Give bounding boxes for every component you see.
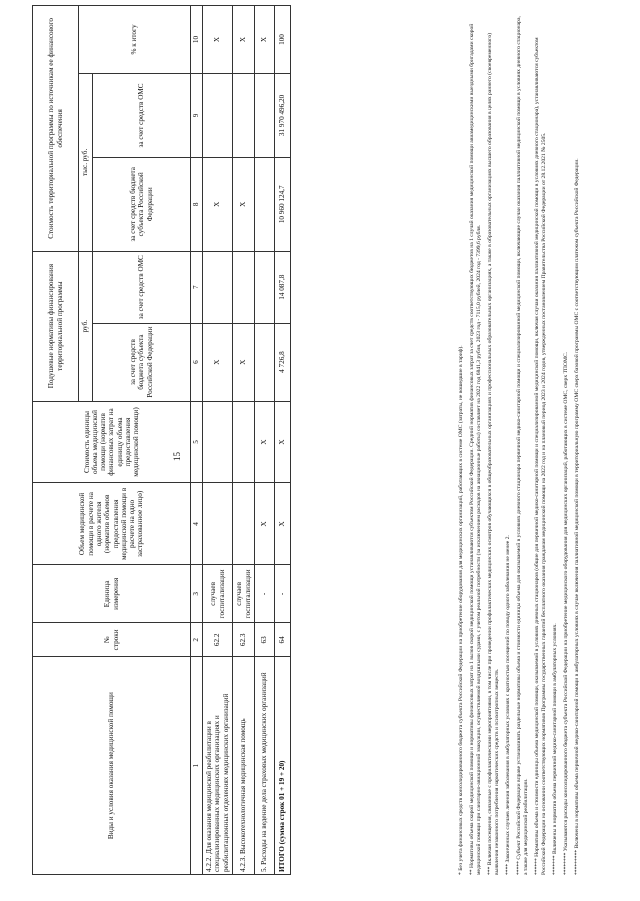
col-number: 1 [191,657,203,875]
footnote: *** Включая посещения, связанные с профилактическими мероприятиями, в том числе при проведении профилактических медицинских осмотров обучающихся в общеобразовательных организациях и профессиональных образовательных организациях, а также в образовательных организациях высшего образования в целях раннего (своевременного) выявления незаконного потребления наркотических средств и психотропных веществ. [486,33,500,875]
footnote: ** Нормативы объема скорой медицинской помощи и нормативы финансовых затрат на 1 вызов скорой медицинской помощи устанавливаются субъектом Российской Федерации. Средний норматив финансовых затрат за счет средств соответствующих бюджетов на 1 случай оказания медицинской помощи авиамедицинскими выездными бригадами скорой медицинской помощи при санитарно-авиационной эвакуации, осуществляемой воздушными судами, с учетом реальной потребности (за исключением расходов на авиационные работы) составляет на 2022 год 6841,3 рубля, 2023 год - 7115,0 рублей, 2024 год - 7399,6 рубля. [468,23,482,875]
cell-norm-budget: X [233,323,255,401]
col-number: 10 [191,6,203,74]
footnote: ***** Субъект Российской Федерации вправе устанавливать раздельные нормативы объема и стоимости единицы объема для оказываемой в условиях дневного стационара первичной медико-санитарной помощи и специализированной медицинской помощи, включающие случаи оказания паллиативной медицинской помощи в условиях дневного стационара, а также для медицинской реабилитации. [515,16,529,875]
header-cost-oms: за счет средств ОМС [93,73,191,157]
cell-line: 64 [275,623,291,657]
cell-kind: ИТОГО (сумма строк 01 + 19 + 20) [275,657,291,875]
header-norm-oms: за счет средств ОМС [93,251,191,323]
cell-norm-budget [255,323,275,401]
cell-norm-oms [203,251,233,323]
col-number: 9 [191,73,203,157]
cell-norm-oms [233,251,255,323]
cell-norm-oms [255,251,275,323]
header-percent: % к итогу [79,6,191,74]
header-kind: Виды и условия оказания медицинской помощи [33,657,191,875]
cost-table [32,5,291,875]
footnote: ********* Включены в нормативы объема первичной медико-санитарной помощи в амбулаторных условиях в случае включения паллиативной медицинской помощи в территориальную программу ОМС сверх базовой программы ОМС с соответствующим платежом субъекта Российской Федерации. [573,158,580,875]
footnote: * Без учета финансовых средств консолидированного бюджета субъекта Российской Федерации на приобретение оборудования для медицинских организаций, работающих в системе ОМС (затраты, не вошедшие в тариф). [458,345,464,875]
table-row-total [275,6,291,875]
footnote: ******* Включены в норматив объема первичной медико-санитарной помощи в амбулаторных условиях. [551,623,558,875]
cell-cost-oms: 31 970 496,20 [275,73,291,157]
col-number: 3 [191,565,203,623]
cell-volume: X [255,483,275,565]
cell-cost-budget: X [203,157,233,251]
header-unit-thous: тыс. руб. [79,73,93,251]
cell-line: 62.2 [203,623,233,657]
col-number: 2 [191,623,203,657]
header-unit: Единица измерения [33,565,191,623]
cell-volume [233,483,255,565]
header-norm-budget: за счет средств бюджета субъекта Российской Федерации [93,323,191,401]
col-number: 7 [191,251,203,323]
cell-cost-oms [255,73,275,157]
cell-line: 62.3 [233,623,255,657]
cell-cost-oms [203,73,233,157]
cell-unit: - [255,565,275,623]
header-unit-cost: Стоимость единицы объема медицинской помощи (норматив финансовых затрат на единицу объема предоставления медицинской помощи) [33,401,191,483]
cell-norm-budget: X [203,323,233,401]
cell-unit-cost [233,401,255,483]
col-number: 5 [191,401,203,483]
cell-percent: 100 [275,6,291,74]
col-number: 8 [191,157,203,251]
cell-percent: X [203,6,233,74]
footnote: **** Законченных случаев лечения заболевания в амбулаторных условиях с кратностью посещений по поводу одного заболевания не менее 2. [504,535,511,875]
cell-unit-cost: X [255,401,275,483]
header-volume: Объем медицинской помощи в расчете на одного жителя (норматив объемов предоставления медицинской помощи в расчете на одно застрахованное лицо) [33,483,191,565]
table-row [255,6,275,875]
cell-volume: X [275,483,291,565]
footnotes [458,15,585,875]
cell-norm-budget: 4 726,8 [275,323,291,401]
header-cost-group: Стоимость территориальной программы по источникам ее финансового обеспечения [33,6,79,252]
cell-cost-budget [255,157,275,251]
cell-line: 63 [255,623,275,657]
col-number: 4 [191,483,203,565]
header-norms-group: Подушевые нормативы финансирования территориальной программы [33,251,79,401]
cell-norm-oms: 14 087,8 [275,251,291,323]
footnote: ******** Указываются расходы консолидированного бюджета субъекта Российской Федерации на приобретение медицинского оборудования для медицинских организаций, работающих в системе ОМС, сверх ТПОМС. [562,351,569,875]
cell-volume [203,483,233,565]
header-unit-rub: руб. [79,251,93,401]
cell-kind: 5. Расходы на ведение дела страховых медицинских организаций [255,657,275,875]
table-row [233,6,255,875]
numbering-row [191,6,203,875]
cell-unit: случаев госпитализации [233,565,255,623]
header-cost-budget: за счет средств бюджета субъекта Российской Федерации [93,157,191,251]
cell-cost-budget: 10 960 124,7 [275,157,291,251]
cell-percent: X [255,6,275,74]
cell-cost-budget: X [233,157,255,251]
cell-unit: - [275,565,291,623]
cell-unit-cost: X [275,401,291,483]
footnote: ****** Нормативы объема и стоимости единицы объема медицинской помощи, оказываемой в условиях дневных стационаров (общие для первичной медико-санитарной помощи и специализированной медицинской помощи, включая случаи оказания паллиативной медицинской помощи в условиях дневного стационара), устанавливаются субъектом Российской Федерации на основании соответствующих нормативов Программы государственных гарантий бесплатного оказания гражданам медицинской помощи на 2022 год и на плановый период 2023 и 2024 годов, утвержденных постановлением Правительства Российской Федерации от 28.12.2021 № 2505. [533,37,547,875]
header-line: № строки [33,623,191,657]
page-number: 15 [172,452,182,461]
cell-percent: X [233,6,255,74]
cell-kind: 4.2.3. Высокотехнологичная медицинская помощь [233,657,255,875]
cell-kind: 4.2.2. Для оказания медицинской реабилитации в специализированных медицинских организациях и реабилитационных отделениях медицинских организаций [203,657,233,875]
cell-unit: случаев госпитализации [203,565,233,623]
col-number: 6 [191,323,203,401]
table-row [203,6,233,875]
cell-unit-cost [203,401,233,483]
cell-cost-oms [233,73,255,157]
